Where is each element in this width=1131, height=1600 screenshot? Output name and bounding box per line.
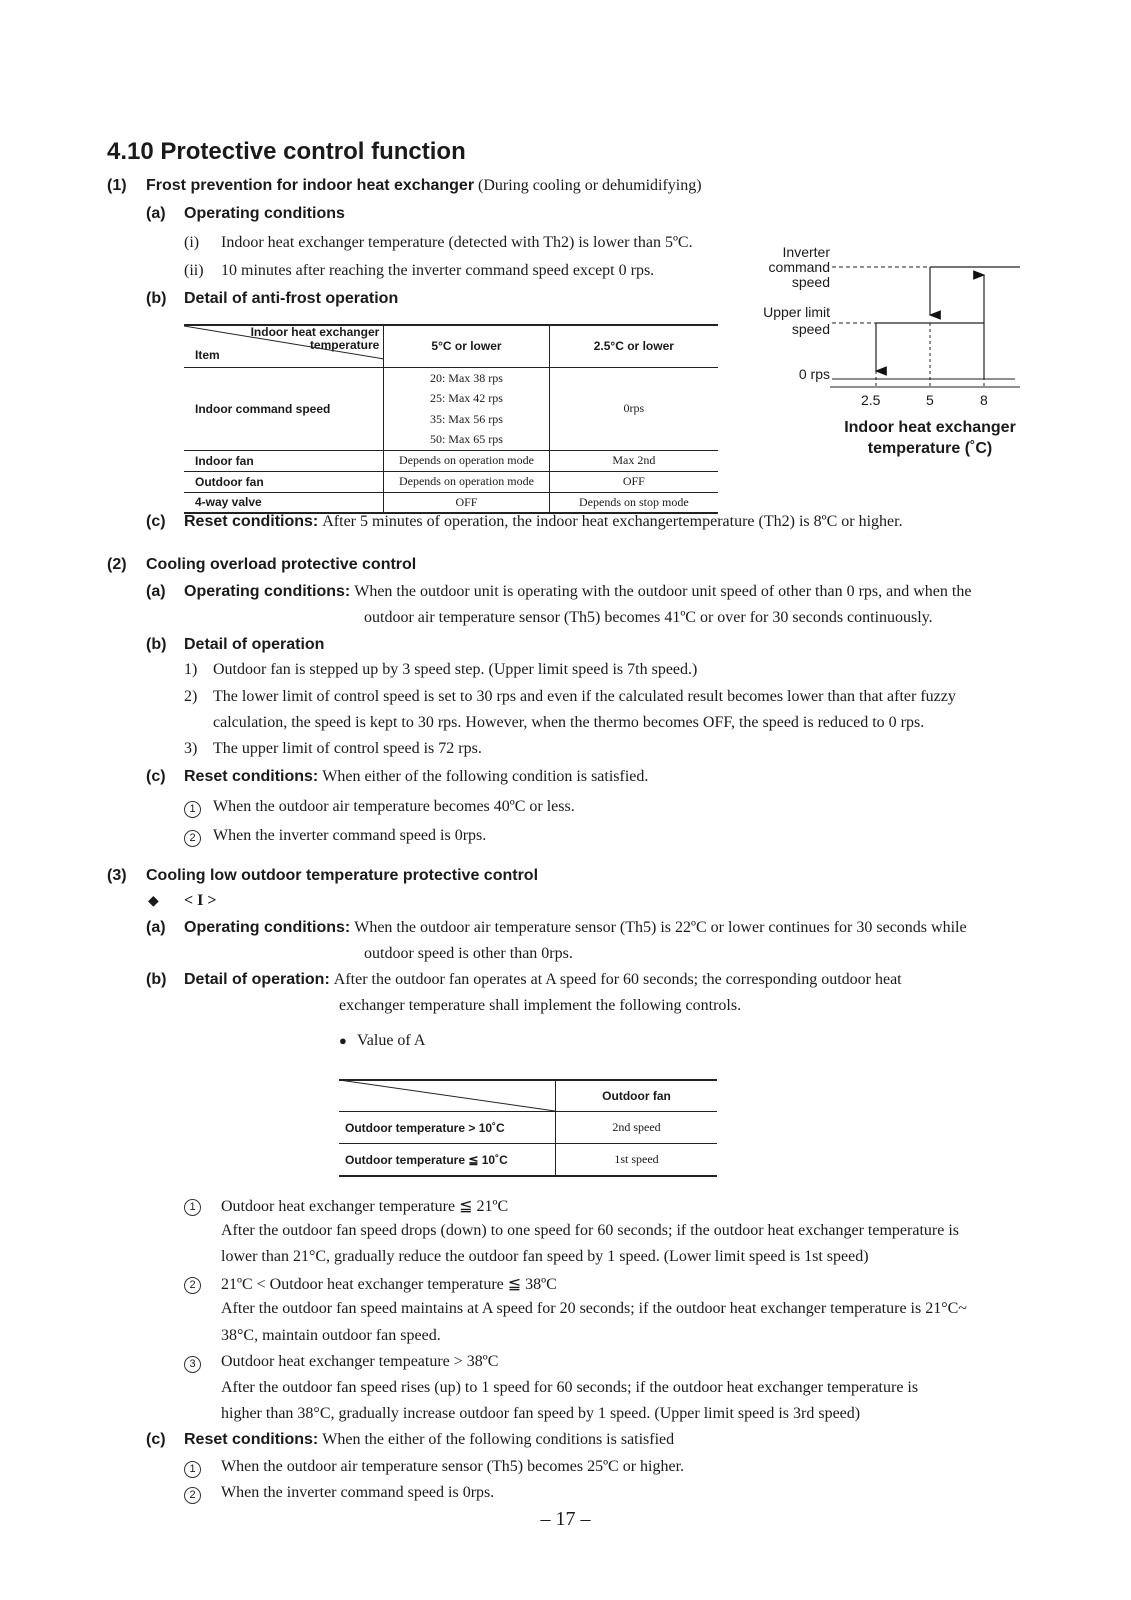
section-2-number: (2) bbox=[107, 556, 127, 573]
section-1-title-note: (During cooling or dehumidifying) bbox=[478, 177, 702, 194]
s2-d2-number: 2) bbox=[184, 688, 198, 705]
cell-outdoor-fan-5c: Depends on operation mode bbox=[384, 471, 549, 492]
cell-4way-valve-2-5c: Depends on stop mode bbox=[549, 492, 718, 513]
circled-number: 1 bbox=[184, 1199, 201, 1216]
cell-indoor-fan-2-5c: Max 2nd bbox=[549, 450, 718, 471]
s2-a-number: (a) bbox=[146, 583, 166, 600]
s3-r1: When the outdoor air temperature sensor (Th5) becomes 25ºC or higher. bbox=[221, 1458, 685, 1475]
s3-r2: When the inverter command speed is 0rps. bbox=[221, 1484, 495, 1501]
graph-x-tick-8: 8 bbox=[980, 392, 988, 408]
cell-command-speed-2-5c: 0rps bbox=[549, 367, 718, 450]
s3-i1-text-b: lower than 21°C, gradually reduce the outdoor fan speed by 1 speed. (Lower limit speed is 1st speed) bbox=[221, 1248, 869, 1265]
circled-number: 3 bbox=[184, 1356, 201, 1373]
graph-x-tick-2-5: 2.5 bbox=[861, 392, 881, 408]
diag-top-line2: temperature bbox=[309, 338, 380, 352]
s3-reset bbox=[184, 1431, 674, 1449]
section-2-title: Cooling overload protective control bbox=[146, 556, 417, 573]
s3-i3-number bbox=[184, 1354, 201, 1373]
diagonal-line bbox=[339, 1080, 555, 1111]
s1-reset-text: After 5 minutes of operation, the indoor heat exchangertemperature (Th2) is 8ºC or higher. bbox=[322, 513, 903, 530]
s1-b-number: (b) bbox=[146, 290, 167, 307]
section-3-number: (3) bbox=[107, 867, 127, 884]
s2-operating-text-1: When the outdoor unit is operating with the outdoor unit speed of other than 0 rps, and when the bbox=[354, 583, 972, 600]
s1-a-number: (a) bbox=[146, 205, 166, 222]
s3-reset-text: When the either of the following conditions is satisfied bbox=[322, 1431, 675, 1448]
section-1-title: Frost prevention for indoor heat exchanger bbox=[146, 177, 475, 194]
cell-4way-valve-5c: OFF bbox=[384, 492, 549, 513]
s2-c-number: (c) bbox=[146, 768, 166, 785]
dot-bullet-icon: ● bbox=[339, 1033, 347, 1048]
s3-detail-text-1: After the outdoor fan operates at A speed for 60 seconds; the corresponding outdoor heat bbox=[333, 971, 902, 988]
col-header-5c: 5°C or lower bbox=[384, 326, 549, 367]
circled-number: 1 bbox=[184, 801, 201, 818]
graph-y1-line1: Inverter bbox=[782, 244, 830, 260]
s3-i1-number bbox=[184, 1197, 201, 1216]
circled-number: 2 bbox=[184, 1487, 201, 1504]
row-label-indoor-fan: Indoor fan bbox=[184, 450, 384, 471]
s3-detail-text-2: exchanger temperature shall implement the following controls. bbox=[339, 997, 742, 1014]
s3-b-number: (b) bbox=[146, 971, 167, 988]
cell-indoor-fan-5c: Depends on operation mode bbox=[384, 450, 549, 471]
s3-operating-title: Operating conditions: bbox=[184, 919, 351, 936]
s2-d1-number: 1) bbox=[184, 661, 198, 678]
s1-cond-i: Indoor heat exchanger temperature (detected with Th2) is lower than 5ºC. bbox=[221, 234, 693, 251]
s2-d3-number: 3) bbox=[184, 740, 198, 757]
s3-i3-text-b: higher than 38°C, gradually increase outdoor fan speed by 1 speed. (Upper limit speed is 3rd speed) bbox=[221, 1405, 861, 1422]
s1-cond-ii-number: (ii) bbox=[184, 262, 204, 279]
row-label-temp-above-10: Outdoor temperature > 10˚C bbox=[339, 1112, 556, 1144]
row-label-outdoor-fan: Outdoor fan bbox=[184, 471, 384, 492]
s2-b-number: (b) bbox=[146, 636, 167, 653]
s1-reset bbox=[184, 513, 903, 531]
s2-operating-title: Operating conditions: bbox=[184, 583, 351, 600]
diamond-bullet-icon: ◆ bbox=[148, 892, 159, 908]
graph-x-tick-5: 5 bbox=[926, 392, 934, 408]
cell-fan-1st-speed: 1st speed bbox=[556, 1144, 718, 1177]
s2-reset-text: When either of the following condition is satisfied. bbox=[322, 768, 649, 785]
s3-i2-number bbox=[184, 1275, 201, 1294]
diag-top-line1: Indoor heat exchanger bbox=[250, 325, 380, 339]
graph-y-label-inverter bbox=[730, 245, 830, 290]
circled-number: 2 bbox=[184, 1277, 201, 1294]
s2-operating bbox=[184, 583, 971, 601]
s2-reset bbox=[184, 768, 648, 786]
graph-y2-line2: speed bbox=[791, 321, 830, 337]
cell-fan-2nd-speed: 2nd speed bbox=[556, 1112, 718, 1144]
s1-cond-i-number: (i) bbox=[184, 234, 200, 251]
s3-r2-number bbox=[184, 1485, 201, 1504]
s3-i2-text-b: 38°C, maintain outdoor fan speed. bbox=[221, 1327, 441, 1344]
s2-b-title: Detail of operation bbox=[184, 636, 325, 653]
graph-y-label-upper bbox=[730, 304, 830, 338]
s3-i3-text-a: After the outdoor fan speed rises (up) to 1 speed for 60 seconds; if the outdoor heat exchanger temperature is bbox=[221, 1379, 919, 1396]
section-1-number: (1) bbox=[107, 177, 127, 194]
value-table-diagonal bbox=[339, 1080, 556, 1112]
speed-line-35: 35: Max 56 rps bbox=[429, 411, 503, 426]
graph-x-label-line1: Indoor heat exchanger bbox=[844, 419, 1016, 436]
cell-outdoor-fan-2-5c: OFF bbox=[549, 471, 718, 492]
s2-d2-a: The lower limit of control speed is set to 30 rps and even if the calculated result becomes lower than that after fuzzy bbox=[213, 688, 956, 705]
col-header-outdoor-fan: Outdoor fan bbox=[556, 1080, 718, 1112]
page-number: – 17 – bbox=[540, 1508, 591, 1530]
s3-reset-title: Reset conditions: bbox=[184, 1431, 319, 1448]
value-of-a-title: Value of A bbox=[357, 1032, 426, 1049]
section-1-heading bbox=[146, 177, 702, 195]
s2-r1: When the outdoor air temperature becomes 40ºC or less. bbox=[213, 798, 575, 815]
graph-x-label-line2: temperature (˚C) bbox=[867, 440, 993, 457]
row-label-indoor-command-speed: Indoor command speed bbox=[184, 367, 384, 450]
s2-r1-number bbox=[184, 799, 201, 818]
circled-number: 2 bbox=[184, 830, 201, 847]
anti-frost-graph bbox=[830, 255, 1030, 395]
s3-i2-title: 21ºC < Outdoor heat exchanger temperature ≦ 38ºC bbox=[221, 1276, 557, 1293]
s3-operating-text-2: outdoor speed is other than 0rps. bbox=[364, 945, 573, 962]
s1-c-number: (c) bbox=[146, 513, 166, 530]
table-diagonal-header bbox=[184, 326, 384, 367]
s2-d3: The upper limit of control speed is 72 rps. bbox=[213, 740, 482, 757]
s3-operating-text-1: When the outdoor air temperature sensor (Th5) is 22ºC or lower continues for 30 seconds while bbox=[354, 919, 967, 936]
s3-operating bbox=[184, 919, 967, 937]
s2-reset-title: Reset conditions: bbox=[184, 768, 319, 785]
graph-y-label-zero: 0 rps bbox=[798, 366, 830, 382]
diag-top-label bbox=[251, 326, 380, 352]
s2-operating-text-2: outdoor air temperature sensor (Th5) becomes 41ºC or over for 30 seconds continuously. bbox=[364, 609, 933, 626]
graph-y2-line1: Upper limit bbox=[763, 304, 830, 320]
row-label-4way-valve: 4-way valve bbox=[184, 492, 384, 513]
s2-r2: When the inverter command speed is 0rps. bbox=[213, 827, 487, 844]
s3-sub-heading: < I > bbox=[184, 892, 217, 909]
s3-i3-title: Outdoor heat exchanger tempeature > 38ºC bbox=[221, 1353, 499, 1370]
speed-line-25: 25: Max 42 rps bbox=[429, 391, 503, 405]
speed-line-50: 50: Max 65 rps bbox=[429, 432, 503, 446]
s2-r2-number bbox=[184, 828, 201, 847]
anti-frost-table bbox=[184, 326, 718, 514]
circled-number: 1 bbox=[184, 1461, 201, 1478]
cell-command-speed-5c bbox=[384, 367, 549, 450]
s3-detail-title: Detail of operation: bbox=[184, 971, 330, 988]
speed-line-20: 20: Max 38 rps bbox=[429, 370, 503, 385]
s1-reset-title: Reset conditions: bbox=[184, 513, 319, 530]
graph-x-label bbox=[830, 417, 1030, 459]
s3-r1-number bbox=[184, 1459, 201, 1478]
s2-d2-b: calculation, the speed is kept to 30 rps. However, when the thermo becomes OFF, the speed is reduced to 0 rps. bbox=[213, 714, 925, 731]
graph-y1-line3: speed bbox=[791, 274, 830, 290]
row-label-temp-below-10: Outdoor temperature ≦ 10˚C bbox=[339, 1144, 556, 1177]
s3-a-number: (a) bbox=[146, 919, 166, 936]
s3-c-number: (c) bbox=[146, 1431, 166, 1448]
diag-bottom-label: Item bbox=[195, 348, 220, 362]
s2-d1: Outdoor fan is stepped up by 3 speed step. (Upper limit speed is 7th speed.) bbox=[213, 661, 698, 678]
graph-y1-line2: command bbox=[768, 259, 830, 275]
s3-detail bbox=[184, 971, 902, 989]
value-of-a-table bbox=[339, 1080, 717, 1177]
page-title: 4.10 Protective control function bbox=[107, 138, 466, 165]
section-3-title: Cooling low outdoor temperature protective control bbox=[146, 867, 539, 884]
col-header-2-5c: 2.5°C or lower bbox=[549, 326, 718, 367]
s1-a-title: Operating conditions bbox=[184, 205, 345, 222]
s1-cond-ii: 10 minutes after reaching the inverter command speed except 0 rps. bbox=[221, 262, 655, 279]
s3-i1-title: Outdoor heat exchanger temperature ≦ 21ºC bbox=[221, 1198, 509, 1215]
s3-i2-text-a: After the outdoor fan speed maintains at A speed for 20 seconds; if the outdoor heat exchanger temperature is 21°C~ bbox=[221, 1300, 967, 1317]
s3-i1-text-a: After the outdoor fan speed drops (down) to one speed for 60 seconds; if the outdoor heat exchanger temperature is bbox=[221, 1222, 959, 1239]
s1-b-title: Detail of anti-frost operation bbox=[184, 290, 399, 307]
